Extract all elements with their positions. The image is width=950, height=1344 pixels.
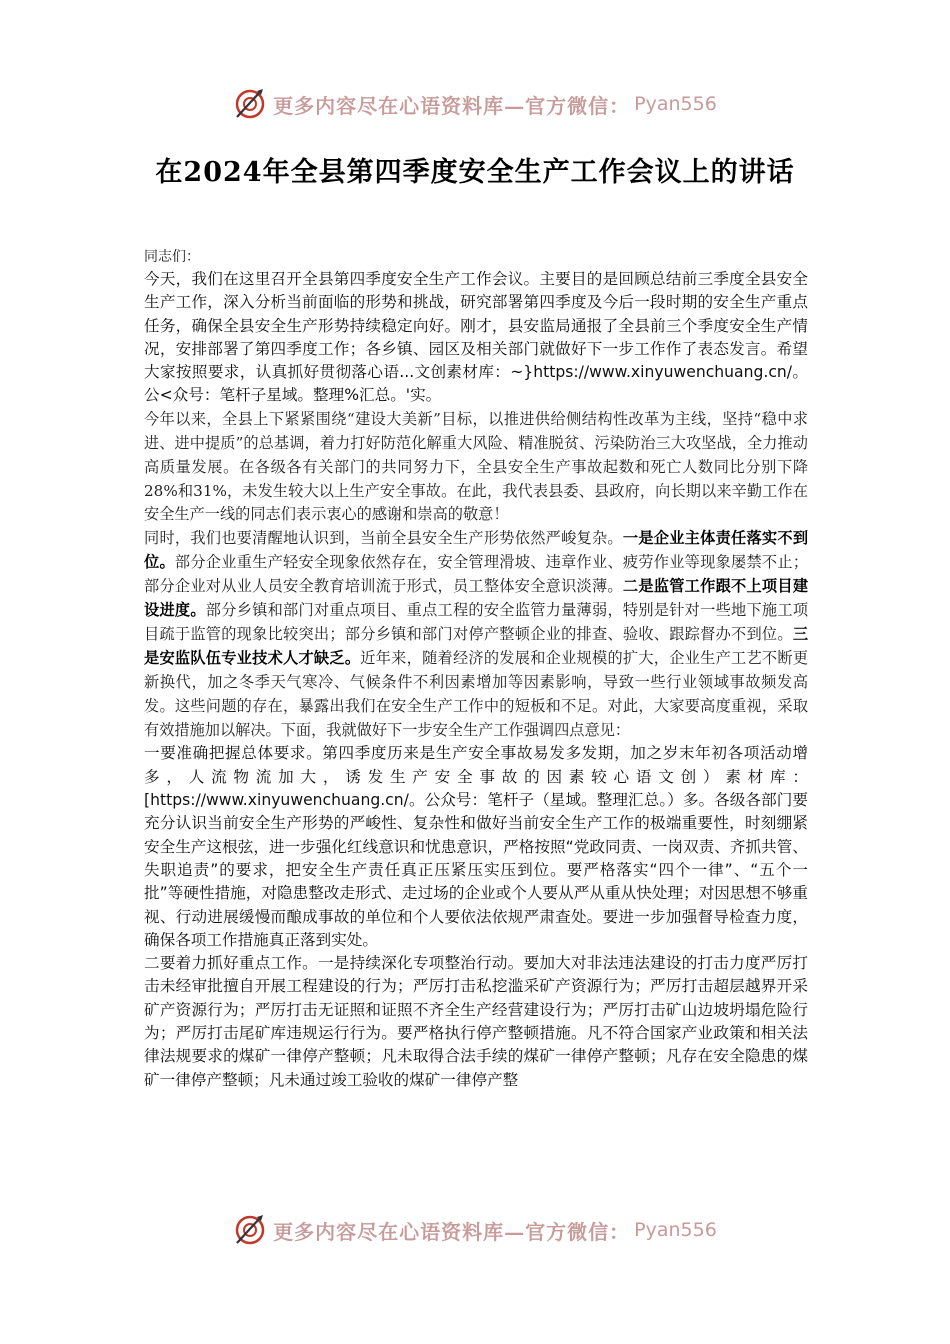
paragraph-problems	[144, 527, 808, 742]
footer-banner	[0, 1210, 950, 1250]
problem-2-text: 部分乡镇和部门对重点项目、重点工程的安全监管力量薄弱，特别是针对一些地下施工项目疏于监管的现象比较突出；部分乡镇和部门对停产整顿企业的排查、验收、跟踪督办不到位。	[144, 601, 809, 643]
banner-text: 更多内容尽在心语资料库—官方微信：	[273, 93, 631, 118]
logo-icon	[233, 1213, 267, 1247]
banner-text: 更多内容尽在心语资料库—官方微信：	[273, 1219, 631, 1244]
problem-1-heading: 一是企业主体责任落实不到位。	[144, 529, 809, 572]
paragraph-achievements: 今年以来，全县上下紧紧围绕“建设大美新”目标，以推进供给侧结构性改革为主线，坚持“稳中求进、进中提质”的总基调，着力打好防范化解重大风险、精准脱贫、污染防治三大攻坚战，全力推动高质量发展。在各级各有关部门的共同努力下，全县安全生产事故起数和死亡人数同比分别下降28%和31%，未发生较大以上生产安全事故。在此，我代表县委、县政府，向长期以来辛勤工作在安全生产一线的同志们表示衷心的感谢和崇高的敬意！	[144, 409, 808, 524]
paragraph-requirement-1: 一要准确把握总体要求。第四季度历来是生产安全事故易发多发期，加之岁末年初各项活动增多，人流物流加大，诱发生产安全事故的因素较心语文创）素材库：[https://www.xinyuwenchuang.cn/。公众号：笔杆子（星域。整理汇总。）多。各级各部门要充分认识当前安全生产形势的严峻性、复杂性和做好当前安全生产工作的极端重要性，时刻绷紧安全生产这根弦，进一步强化红线意识和忧患意识，严格按照“党政同责、一岗双责、齐抓共管、失职追责”的要求，把安全生产责任真正压紧压实压到位。要严格落实“四个一律”、“五个一批”等硬性措施，对隐患整改走形式、走过场的企业或个人要从严从重从快处理；对因思想不够重视、行动进展缓慢而酿成事故的单位和个人要依法依规严肃查处。要进一步加强督导检查力度，确保各项工作措施真正落到实处。	[144, 744, 808, 949]
problem-2-heading: 二是监管工作跟不上项目建设进度。	[144, 577, 809, 620]
greeting: 同志们：	[144, 249, 200, 265]
paragraph-requirement-2: 二要着力抓好重点工作。一是持续深化专项整治行动。要加大对非法违法建设的打击力度严厉打击未经审批擅自开展工程建设的行为；严厉打击私挖滥采矿产资源行为；严厉打击超层越界开采矿产资源行为；严厉打击无证照和证照不齐全生产经营建设行为；严厉打击矿山边坡坍塌危险行为；严厉打击尾矿库违规运行行为。要严格执行停产整顿措施。凡不符合国家产业政策和相关法律法规要求的煤矿一律停产整顿；凡未取得合法手续的煤矿一律停产整顿；凡存在安全隐患的煤矿一律停产整顿；凡未通过竣工验收的煤矿一律停产整	[144, 954, 808, 1089]
logo-icon	[233, 87, 267, 121]
paragraph-opening: 今天，我们在这里召开全县第四季度安全生产工作会议。主要目的是回顾总结前三季度全县安全生产工作，深入分析当前面临的形势和挑战，研究部署第四季度及今后一段时期的安全生产重点任务，确保全县安全生产形势持续稳定向好。刚才，县安监局通报了全县前三个季度安全生产情况，安排部署了第四季度工作；各乡镇、园区及相关部门就做好下一步工作作了表态发言。希望大家按照要求，认真抓好贯彻落心语...文创素材库：~}https://www.xinyuwenchuang.cn/。公<众号：笔杆子星域。整理%汇总。'实。	[144, 270, 808, 405]
problems-intro: 同时，我们也要清醒地认识到，当前全县安全生产形势依然严峻复杂。	[144, 529, 623, 548]
header-banner	[0, 84, 950, 124]
problem-1-text: 部分企业重生产轻安全现象依然存在，安全管理滑坡、违章作业、疲劳作业等现象屡禁不止；部分企业对从业人员安全教育培训流于形式，员工整体安全意识淡薄。	[144, 553, 809, 596]
problem-3-heading: 三是安监队伍专业技术人才缺乏。	[144, 624, 808, 667]
document-body	[144, 246, 808, 1092]
problem-3-text: 近年来，随着经济的发展和企业规模的扩大，企业生产工艺不断更新换代，加之冬季天气寒冷、气候条件不利因素增加等因素影响，导致一些行业领域事故频发高发。这些问题的存在，暴露出我们在安全生产工作中的短板和不足。对此，大家要高度重视，采取有效措施加以解决。下面，我就做好下一步安全生产工作强调四点意见：	[144, 648, 809, 739]
banner-wechat-id: Pyan556	[634, 93, 717, 115]
banner-wechat-id: Pyan556	[634, 1219, 717, 1241]
page-title: 在2024年全县第四季度安全生产工作会议上的讲话	[155, 157, 795, 188]
